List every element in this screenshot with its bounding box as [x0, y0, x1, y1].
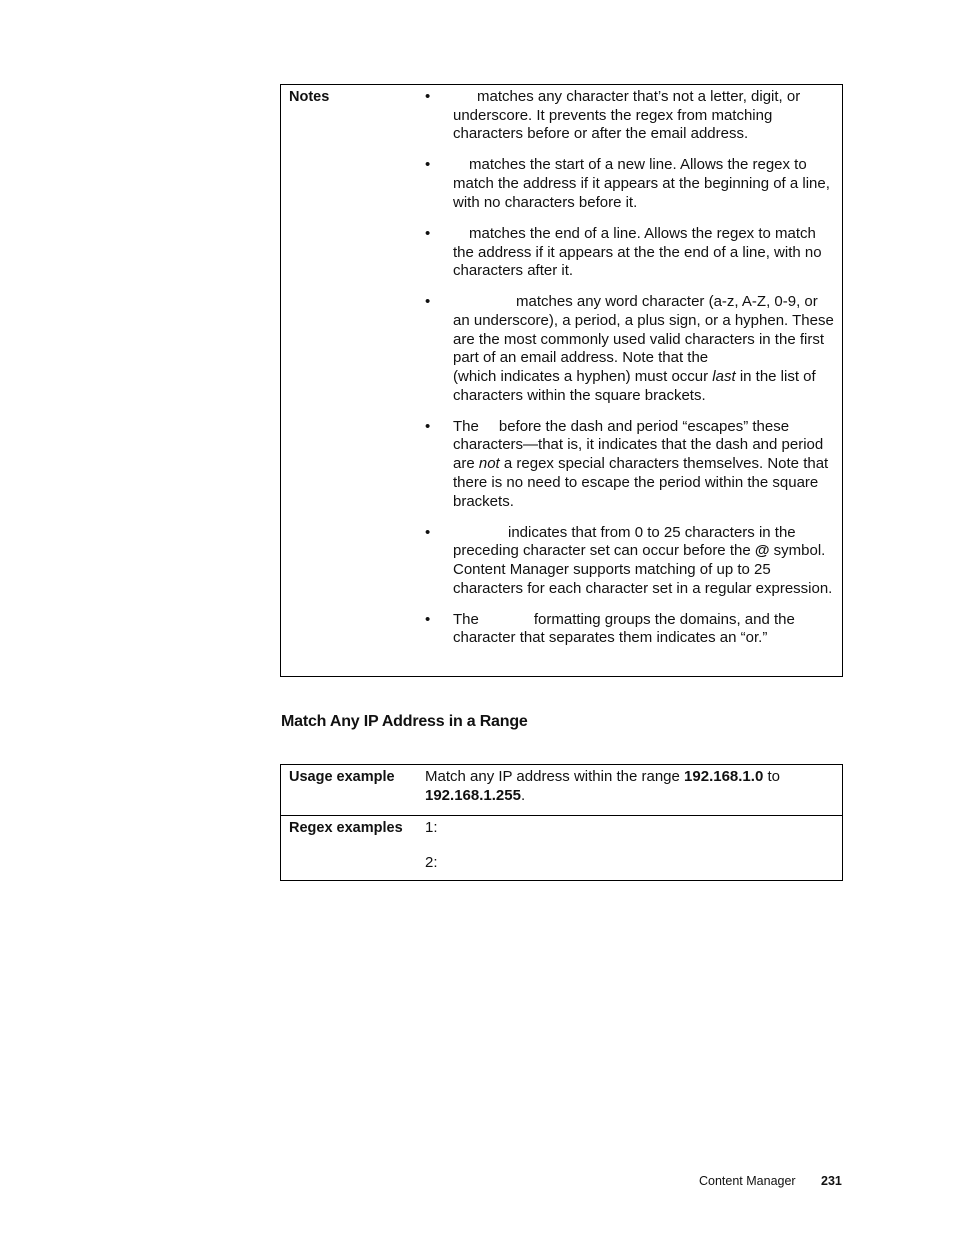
regex-row [281, 815, 842, 880]
bullet-dot: • [425, 224, 431, 242]
footer-title: Content Manager [699, 1174, 796, 1188]
note-bullet-1 [425, 88, 834, 144]
note-bullet-7 [425, 611, 834, 648]
bullet-dot: • [425, 156, 431, 174]
bullet-dot: • [425, 523, 431, 541]
note-text: formatting groups the domains, and the character that separates them indicates an “or.” [453, 610, 795, 647]
notes-table [280, 84, 843, 677]
note-emphasis: not [478, 455, 500, 473]
note-text: in the list of characters within the square brackets. [453, 368, 816, 404]
notes-label: Notes [289, 89, 330, 105]
regex-label: Regex examples [289, 820, 403, 836]
note-text: The [453, 610, 479, 628]
bullet-dot: • [425, 610, 431, 628]
note-bullet-2 [425, 156, 834, 212]
note-text: matches the end of a line. Allows the regex to match the address if it appears at the the end of a line, with no characters after it. [453, 224, 822, 280]
bullet-dot: • [425, 417, 431, 435]
bullet-dot: • [425, 293, 431, 311]
note-bullet-4 [425, 293, 834, 405]
note-text: matches any word character (a-z, A-Z, 0-9, or an underscore), a period, a plus sign, or a hyphen. These are the most commonly used valid characters in the first part of an email address. Note that the [453, 293, 834, 367]
bullet-dot: • [425, 88, 431, 105]
ip-end: 192.168.1.255 [425, 786, 521, 804]
note-text: before the dash and period “escapes” these characters—that is, it indicates that the dash and period are [453, 417, 824, 473]
notes-row [281, 85, 842, 676]
ip-start: 192.168.1.0 [684, 768, 764, 785]
page-number: 231 [821, 1174, 842, 1188]
note-text: matches any character that’s not a letter, digit, or underscore. It prevents the regex from matching characters before or after the email address. [453, 88, 801, 143]
note-emphasis: last [712, 368, 736, 386]
notes-content [417, 85, 842, 676]
section-heading: Match Any IP Address in a Range [281, 713, 528, 730]
note-bullet-5 [425, 418, 834, 512]
regex-example-1: 1: [425, 819, 438, 836]
regex-content [417, 816, 842, 880]
note-text: a regex special characters themselves. Note that there is no need to escape the period within the square brackets. [453, 455, 829, 510]
usage-row [281, 765, 842, 815]
usage-content [417, 765, 842, 815]
note-text: matches the start of a new line. Allows the regex to match the address if it appears at the beginning of a line, with no characters before it. [453, 156, 830, 211]
usage-period: . [520, 786, 526, 804]
note-text: symbol. Content Manager supports matching of up to 25 characters for each character set in a regular expression. [453, 542, 833, 597]
regex-example-2: 2: [425, 853, 438, 871]
note-bullet-6 [425, 524, 834, 599]
usage-label: Usage example [289, 769, 395, 785]
note-text: The [453, 417, 479, 435]
note-text: (which indicates a hyphen) must occur [453, 368, 709, 386]
usage-text: to [767, 768, 780, 785]
note-bullet-3 [425, 225, 834, 281]
usage-text: Match any IP address within the range [425, 768, 680, 785]
note-bold: @ [754, 542, 770, 560]
note-text: indicates that from 0 to 25 characters in the preceding character set can occur before the [453, 523, 796, 560]
ip-range-table [280, 764, 843, 881]
